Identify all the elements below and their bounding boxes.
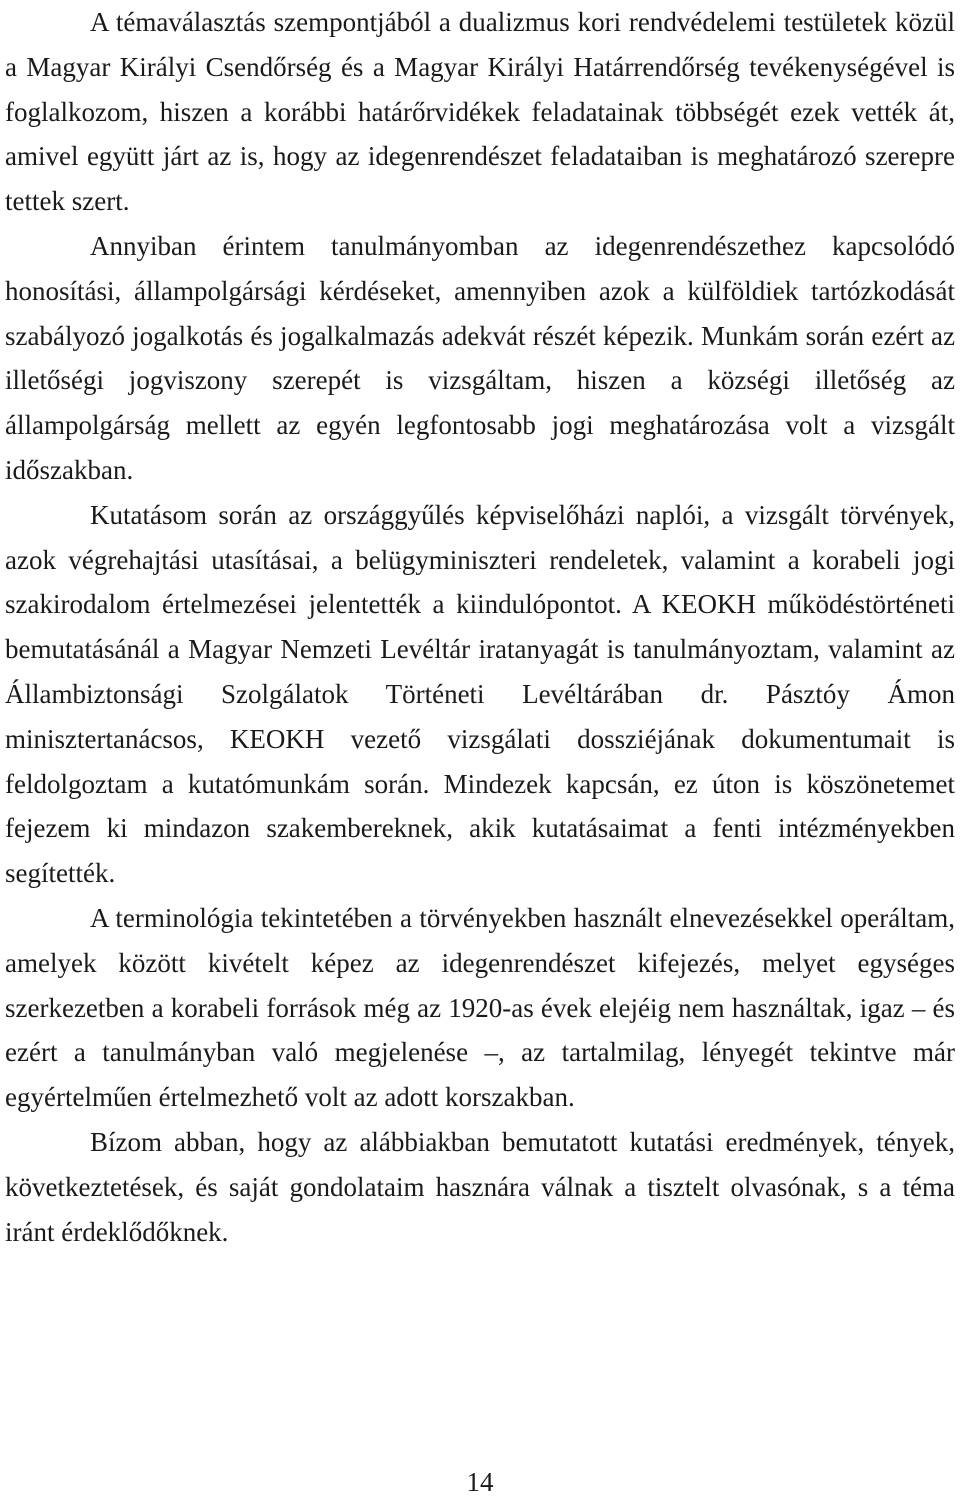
body-text <box>5 0 955 1254</box>
paragraph-5: Bízom abban, hogy az alábbiakban bemutatott kutatási eredmények, tények, következtetések, és saját gondolataim hasznára válnak a tisztelt olvasónak, s a téma iránt érdeklődőknek. <box>5 1126 955 1247</box>
paragraph-2: Annyiban érintem tanulmányomban az idegenrendészethez kapcsolódó honosítási, állampolgársági kérdéseket, amennyiben azok a külföldiek tartózkodását szabályozó jogalkotás és jogalkalmazás adekvát részét képezik. Munkám során ezért az illetőségi jogviszony szerepét is vizsgáltam, hiszen a községi illetőség az állampolgárság mellett az egyén legfontosabb jogi meghatározása volt a vizsgált időszakban. <box>5 230 955 485</box>
paragraph-3: Kutatásom során az országgyűlés képviselőházi naplói, a vizsgált törvények, azok végrehajtási utasításai, a belügyminiszteri rendeletek, valamint a korabeli jogi szakirodalom értelmezései jelentették a kiindulópontot. A KEOKH működéstörténeti bemutatásánál a Magyar Nemzeti Levéltár iratanyagát is tanulmányoztam, valamint az Állambiztonsági Szolgálatok Történeti Levéltárában dr. Pásztóy Ámon minisztertanácsos, KEOKH vezető vizsgálati dossziéjának dokumentumait is feldolgoztam a kutatómunkám során. Mindezek kapcsán, ez úton is köszönetemet fejezem ki mindazon szakembereknek, akik kutatásaimat a fenti intézményekben segítették. <box>5 499 955 889</box>
paragraph-4: A terminológia tekintetében a törvényekben használt elnevezésekkel operáltam, amelyek között kivételt képez az idegenrendészet kifejezés, melyet egységes szerkezetben a korabeli források még az 1920-as évek elejéig nem használtak, igaz – és ezért a tanulmányban való megjelenése –, az tartalmilag, lényegét tekintve már egyértelműen értelmezhető volt az adott korszakban. <box>5 902 955 1113</box>
page-number: 14 <box>466 1467 494 1497</box>
paragraph-1: A témaválasztás szempontjából a dualizmus kori rendvédelemi testületek közül a Magyar Királyi Csendőrség és a Magyar Királyi Határrendőrség tevékenységével is foglalkozom, hiszen a korábbi határőrvidékek feladatainak többségét ezek vették át, amivel együtt járt az is, hogy az idegenrendészet feladataiban is meghatározó szerepre tettek szert. <box>5 7 955 217</box>
